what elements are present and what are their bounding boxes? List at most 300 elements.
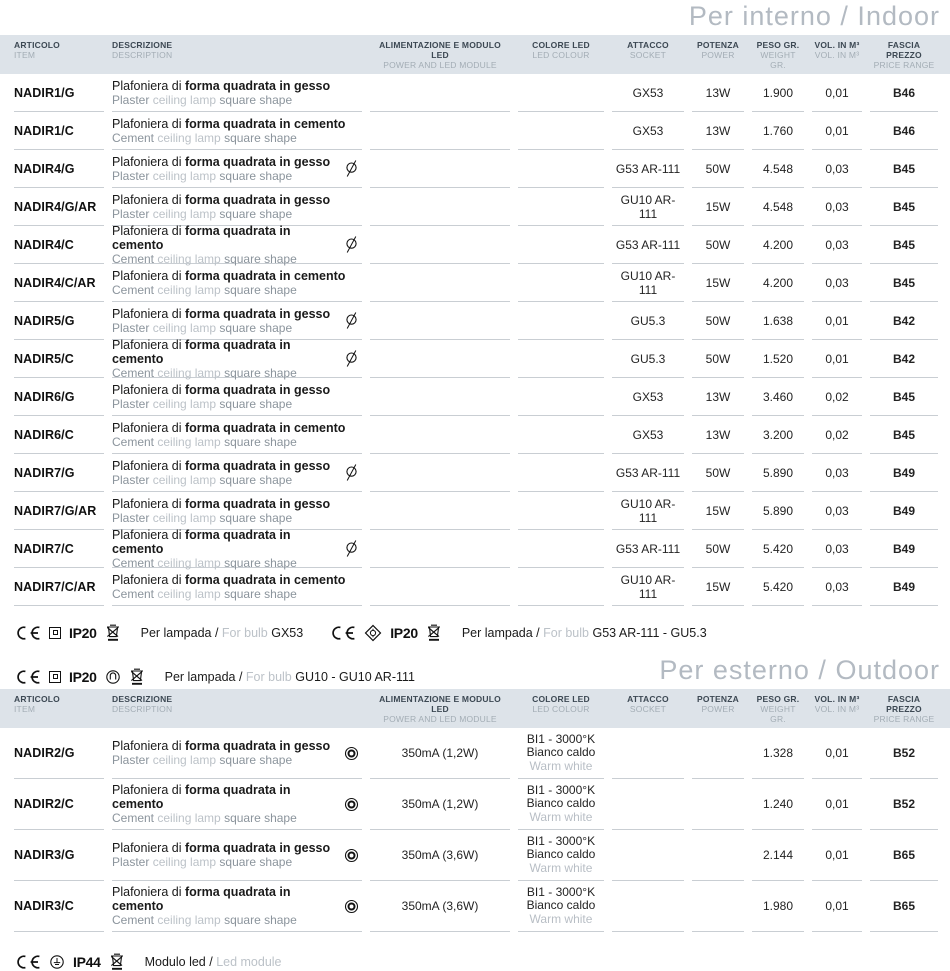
ce-mark-icon (329, 625, 356, 641)
power-module-cell (370, 264, 510, 302)
earth-ground-icon (49, 954, 65, 970)
footer-certification-row (0, 952, 950, 971)
led-colour-cell (518, 454, 604, 492)
bulb-types: GX53 (271, 625, 304, 640)
led-colour-cell (518, 188, 604, 226)
led-colour-line: BI1 - 3000°K (526, 833, 596, 848)
column-header (518, 694, 604, 724)
table-row (0, 188, 950, 226)
article-code: NADIR7/G/AR (14, 492, 104, 530)
socket-cell: GX53 (612, 112, 684, 150)
description-italian: Plafoniera di forma quadrata in cemento (112, 268, 346, 283)
price-range-cell: B49 (870, 530, 938, 568)
label-english: Led module (216, 954, 282, 969)
description-english: Cement ceiling lamp square shape (112, 282, 297, 297)
power-module-cell (370, 340, 510, 378)
volume-cell: 0,01 (812, 302, 862, 340)
volume-cell: 0,01 (812, 112, 862, 150)
price-range-cell: B45 (870, 226, 938, 264)
weight-cell: 1.520 (752, 340, 804, 378)
price-range-cell: B45 (870, 264, 938, 302)
description-italian: Plafoniera di forma quadrata in gesso (112, 458, 331, 473)
description-cell (112, 779, 362, 830)
table-row (0, 223, 950, 266)
power-cell: 15W (692, 264, 744, 302)
power-cell: 50W (692, 226, 744, 264)
description-text (112, 155, 330, 183)
socket-cell: GX53 (612, 416, 684, 454)
column-sublabel: PRICE RANGE (873, 714, 935, 724)
description-cell (112, 112, 362, 150)
column-sublabel: POWER AND LED MODULE (383, 714, 497, 724)
certification-label (462, 626, 707, 640)
power-module-cell (370, 492, 510, 530)
description-text (112, 885, 344, 927)
column-label: ARTICOLO (14, 40, 60, 50)
led-colour-cell (518, 112, 604, 150)
column-header (14, 40, 104, 70)
dimmable-icon (344, 539, 359, 558)
class-ii-insulation-icon (49, 671, 61, 683)
weight-cell: 4.200 (752, 226, 804, 264)
power-cell: 50W (692, 530, 744, 568)
label-italian: Per lampada / (461, 625, 544, 640)
led-colour-cell (518, 881, 604, 932)
led-colour-cell (518, 830, 604, 881)
power-cell: 50W (692, 454, 744, 492)
table-row (0, 337, 950, 380)
led-colour-cell (518, 378, 604, 416)
certification-label (165, 670, 415, 684)
weee-bin-icon (129, 667, 145, 686)
column-header (112, 694, 362, 724)
led-module-icon (344, 899, 359, 914)
article-code: NADIR4/C (14, 226, 104, 264)
description-cell (112, 223, 362, 266)
price-range-cell: B49 (870, 568, 938, 606)
table-row (0, 378, 950, 416)
power-cell (692, 779, 744, 830)
description-italian: Plafoniera di forma quadrata in gesso (112, 306, 331, 321)
column-sublabel: VOL. IN M³ (814, 704, 860, 714)
column-label: FASCIA PREZZO (886, 694, 922, 714)
power-module-cell (370, 568, 510, 606)
power-cell (692, 728, 744, 779)
description-text (112, 783, 344, 825)
power-cell: 50W (692, 340, 744, 378)
column-header (752, 694, 804, 724)
description-cell (112, 728, 362, 779)
socket-cell (612, 830, 684, 881)
description-english: Cement ceiling lamp square shape (112, 251, 297, 266)
column-header (612, 694, 684, 724)
table-row (0, 416, 950, 454)
label-english: For bulb (221, 625, 272, 640)
label-english: For bulb (543, 625, 593, 640)
led-colour-line: BI1 - 3000°K (526, 731, 596, 746)
article-code: NADIR2/G (14, 728, 104, 779)
column-label: POTENZA (696, 40, 739, 50)
column-header (870, 694, 938, 724)
article-code: NADIR6/G (14, 378, 104, 416)
description-english: Plaster ceiling lamp square shape (112, 753, 293, 767)
power-module-cell (370, 378, 510, 416)
led-colour-line: BI1 - 3000°K (526, 782, 596, 797)
article-code: NADIR4/G/AR (14, 188, 104, 226)
column-label: DESCRIZIONE (112, 40, 173, 50)
led-colour-line: Bianco caldo (526, 898, 596, 913)
column-header (812, 694, 862, 724)
power-cell: 15W (692, 188, 744, 226)
article-code: NADIR4/C/AR (14, 264, 104, 302)
power-module-cell (370, 150, 510, 188)
weight-cell: 5.420 (752, 568, 804, 606)
column-header (692, 40, 744, 70)
column-label: COLORE LED (532, 694, 590, 704)
volume-cell: 0,03 (812, 568, 862, 606)
led-colour-cell (518, 74, 604, 112)
column-header (612, 40, 684, 70)
power-cell (692, 881, 744, 932)
description-english: Plaster ceiling lamp square shape (112, 396, 293, 411)
column-sublabel: LED COLOUR (532, 704, 590, 714)
price-range-cell: B46 (870, 74, 938, 112)
weight-cell: 4.200 (752, 264, 804, 302)
power-module-cell (370, 188, 510, 226)
volume-cell: 0,01 (812, 74, 862, 112)
bulb-types: G53 AR-111 - GU5.3 (592, 625, 707, 640)
led-colour-line: Bianco caldo (526, 745, 596, 760)
volume-cell: 0,03 (812, 530, 862, 568)
table-row (0, 527, 950, 570)
column-label: ATTACCO (627, 40, 669, 50)
weight-cell: 4.548 (752, 188, 804, 226)
led-colour-line: Warm white (529, 758, 593, 773)
socket-cell: GX53 (612, 378, 684, 416)
power-module-cell: 350mA (3,6W) (370, 830, 510, 881)
column-label: ALIMENTAZIONE E MODULO LED (379, 694, 501, 714)
ip-rating: IP20 (69, 668, 97, 685)
socket-cell: GU5.3 (612, 302, 684, 340)
column-sublabel: WEIGHT GR. (760, 704, 796, 724)
outdoor-header-band (0, 689, 950, 728)
description-italian: Plafoniera di forma quadrata in gesso (112, 841, 331, 855)
power-module-cell: 350mA (3,6W) (370, 881, 510, 932)
description-text (112, 193, 330, 221)
article-code: NADIR2/C (14, 779, 104, 830)
description-english: Cement ceiling lamp square shape (112, 811, 297, 825)
certification-row-2 (0, 667, 415, 686)
article-code: NADIR5/G (14, 302, 104, 340)
weight-cell: 1.638 (752, 302, 804, 340)
description-italian: Plafoniera di forma quadrata in cemento (112, 116, 346, 131)
volume-cell: 0,02 (812, 378, 862, 416)
article-code: NADIR1/G (14, 74, 104, 112)
article-code: NADIR6/C (14, 416, 104, 454)
price-range-cell: B52 (870, 779, 938, 830)
volume-cell: 0,02 (812, 416, 862, 454)
article-code: NADIR7/G (14, 454, 104, 492)
led-colour-line: Warm white (529, 911, 593, 926)
column-sublabel: ITEM (14, 50, 36, 60)
led-colour-cell (518, 779, 604, 830)
volume-cell: 0,03 (812, 188, 862, 226)
table-row (0, 728, 950, 779)
description-text (112, 528, 344, 570)
bulb-types: GU10 - GU10 AR-111 (295, 669, 415, 684)
weight-cell: 5.420 (752, 530, 804, 568)
certification-group (329, 623, 706, 642)
price-range-cell: B49 (870, 454, 938, 492)
column-label: DESCRIZIONE (112, 694, 173, 704)
description-cell (112, 492, 362, 530)
column-header (370, 694, 510, 724)
table-row (0, 150, 950, 188)
volume-cell: 0,03 (812, 226, 862, 264)
led-colour-cell (518, 568, 604, 606)
led-colour-cell (518, 264, 604, 302)
socket-cell: GU10 AR-111 (612, 492, 684, 530)
table-row (0, 74, 950, 112)
description-text (112, 269, 345, 297)
power-module-cell (370, 530, 510, 568)
price-range-cell: B46 (870, 112, 938, 150)
led-colour-cell (518, 150, 604, 188)
description-english: Cement ceiling lamp square shape (112, 555, 297, 570)
description-text (112, 573, 345, 601)
led-colour-line: Warm white (529, 809, 593, 824)
certification-row-1 (0, 623, 950, 642)
description-english: Plaster ceiling lamp square shape (112, 320, 293, 335)
led-module-icon (344, 797, 359, 812)
led-colour-cell (518, 728, 604, 779)
power-cell: 50W (692, 150, 744, 188)
price-range-cell: B42 (870, 340, 938, 378)
description-cell (112, 830, 362, 881)
description-cell (112, 568, 362, 606)
column-sublabel: VOL. IN M³ (814, 50, 860, 60)
article-code: NADIR7/C/AR (14, 568, 104, 606)
description-english: Cement ceiling lamp square shape (112, 434, 297, 449)
column-label: POTENZA (696, 694, 739, 704)
column-label: PESO GR. (756, 40, 800, 50)
description-cell (112, 416, 362, 454)
weight-cell: 1.760 (752, 112, 804, 150)
power-cell: 13W (692, 112, 744, 150)
description-english: Plaster ceiling lamp square shape (112, 472, 293, 487)
description-italian: Plafoniera di forma quadrata in gesso (112, 192, 331, 207)
price-range-cell: B42 (870, 302, 938, 340)
volume-cell: 0,01 (812, 881, 862, 932)
label-italian: Modulo led / (144, 954, 217, 969)
ce-mark-icon (14, 625, 41, 641)
column-header (370, 40, 510, 70)
certification-label (145, 955, 282, 969)
price-range-cell: B52 (870, 728, 938, 779)
led-module-icon (344, 746, 359, 761)
certification-group (14, 667, 415, 686)
description-cell (112, 337, 362, 380)
socket-cell (612, 728, 684, 779)
section-title-indoor: Per interno / Indoor (688, 1, 940, 31)
weee-bin-icon (105, 623, 121, 642)
lamp-circle-icon (105, 669, 121, 685)
outdoor-table-body (0, 728, 950, 932)
table-row (0, 779, 950, 830)
column-label: ARTICOLO (14, 694, 60, 704)
description-cell (112, 188, 362, 226)
volume-cell: 0,01 (812, 340, 862, 378)
volume-cell: 0,01 (812, 779, 862, 830)
socket-cell: G53 AR-111 (612, 530, 684, 568)
power-cell: 13W (692, 416, 744, 454)
weight-cell: 1.328 (752, 728, 804, 779)
description-italian: Plafoniera di forma quadrata in cemento (112, 527, 291, 556)
led-colour-cell (518, 340, 604, 378)
power-cell: 13W (692, 378, 744, 416)
led-colour-line: Bianco caldo (526, 796, 596, 811)
dimmable-icon (344, 463, 359, 482)
description-english: Plaster ceiling lamp square shape (112, 855, 293, 869)
column-label: PESO GR. (756, 694, 800, 704)
column-header (518, 40, 604, 70)
description-english: Plaster ceiling lamp square shape (112, 92, 293, 107)
weee-bin-icon (109, 952, 125, 971)
table-row (0, 568, 950, 606)
description-cell (112, 454, 362, 492)
power-cell: 50W (692, 302, 744, 340)
power-cell (692, 830, 744, 881)
power-module-cell (370, 454, 510, 492)
led-colour-line: Bianco caldo (526, 847, 596, 862)
weight-cell: 3.460 (752, 378, 804, 416)
column-header (112, 40, 362, 70)
description-text (112, 841, 330, 869)
column-header (692, 694, 744, 724)
description-cell (112, 881, 362, 932)
column-sublabel: PRICE RANGE (873, 60, 935, 70)
weight-cell: 5.890 (752, 492, 804, 530)
column-sublabel: SOCKET (629, 704, 667, 714)
socket-cell (612, 779, 684, 830)
description-cell (112, 264, 362, 302)
volume-cell: 0,03 (812, 492, 862, 530)
led-module-icon (344, 848, 359, 863)
socket-cell: G53 AR-111 (612, 150, 684, 188)
column-sublabel: POWER (701, 704, 735, 714)
column-sublabel: POWER AND LED MODULE (383, 60, 497, 70)
ce-mark-icon (14, 954, 41, 970)
weight-cell: 5.890 (752, 454, 804, 492)
certification-group (14, 623, 303, 642)
socket-cell (612, 881, 684, 932)
led-colour-cell (518, 302, 604, 340)
article-code: NADIR3/C (14, 881, 104, 932)
power-module-cell (370, 226, 510, 264)
ip-rating: IP44 (73, 953, 101, 970)
column-sublabel: LED COLOUR (532, 50, 590, 60)
class-ii-insulation-icon (49, 627, 61, 639)
weight-cell: 1.980 (752, 881, 804, 932)
description-english: Plaster ceiling lamp square shape (112, 168, 293, 183)
column-label: VOL. IN M³ (814, 694, 860, 704)
dimmable-icon (344, 235, 359, 254)
power-cell: 13W (692, 74, 744, 112)
column-header (870, 40, 938, 70)
label-italian: Per lampada / (140, 625, 222, 640)
column-header (752, 40, 804, 70)
socket-cell: G53 AR-111 (612, 226, 684, 264)
table-row (0, 112, 950, 150)
socket-cell: GU10 AR-111 (612, 264, 684, 302)
certification-label (141, 626, 304, 640)
column-label: VOL. IN M³ (814, 40, 860, 50)
description-italian: Plafoniera di forma quadrata in gesso (112, 382, 331, 397)
column-sublabel: WEIGHT GR. (760, 50, 796, 70)
description-italian: Plafoniera di forma quadrata in cemento (112, 783, 291, 811)
description-text (112, 79, 330, 107)
description-italian: Plafoniera di forma quadrata in cemento (112, 420, 346, 435)
indoor-header-band (0, 35, 950, 74)
column-header-row-outdoor (0, 689, 950, 728)
ce-mark-icon (14, 669, 41, 685)
weight-cell: 3.200 (752, 416, 804, 454)
description-text (112, 421, 345, 449)
price-range-cell: B49 (870, 492, 938, 530)
led-colour-cell (518, 226, 604, 264)
section-title-outdoor: Per esterno / Outdoor (659, 655, 940, 685)
description-cell (112, 527, 362, 570)
description-cell (112, 302, 362, 340)
description-italian: Plafoniera di forma quadrata in cemento (112, 885, 291, 913)
power-module-cell (370, 416, 510, 454)
description-english: Cement ceiling lamp square shape (112, 913, 297, 927)
price-range-cell: B65 (870, 830, 938, 881)
column-sublabel: SOCKET (629, 50, 667, 60)
column-header (14, 694, 104, 724)
description-italian: Plafoniera di forma quadrata in cemento (112, 572, 346, 587)
dimmable-icon (344, 311, 359, 330)
column-sublabel: ITEM (14, 704, 36, 714)
description-italian: Plafoniera di forma quadrata in cemento (112, 337, 291, 366)
column-sublabel: POWER (701, 50, 735, 60)
volume-cell: 0,03 (812, 454, 862, 492)
description-english: Cement ceiling lamp square shape (112, 130, 297, 145)
table-row (0, 830, 950, 881)
description-italian: Plafoniera di forma quadrata in gesso (112, 78, 331, 93)
volume-cell: 0,03 (812, 150, 862, 188)
description-text (112, 739, 330, 767)
price-range-cell: B45 (870, 416, 938, 454)
volume-cell: 0,03 (812, 264, 862, 302)
column-header (812, 40, 862, 70)
power-cell: 15W (692, 492, 744, 530)
table-row (0, 492, 950, 530)
description-cell (112, 74, 362, 112)
volume-cell: 0,01 (812, 728, 862, 779)
column-label: ALIMENTAZIONE E MODULO LED (379, 40, 501, 60)
article-code: NADIR5/C (14, 340, 104, 378)
weight-cell: 2.144 (752, 830, 804, 881)
label-italian: Per lampada / (164, 669, 246, 684)
weight-cell: 1.900 (752, 74, 804, 112)
socket-cell: GU10 AR-111 (612, 568, 684, 606)
description-text (112, 459, 330, 487)
price-range-cell: B65 (870, 881, 938, 932)
article-code: NADIR3/G (14, 830, 104, 881)
article-code: NADIR4/G (14, 150, 104, 188)
led-colour-line: Warm white (529, 860, 593, 875)
